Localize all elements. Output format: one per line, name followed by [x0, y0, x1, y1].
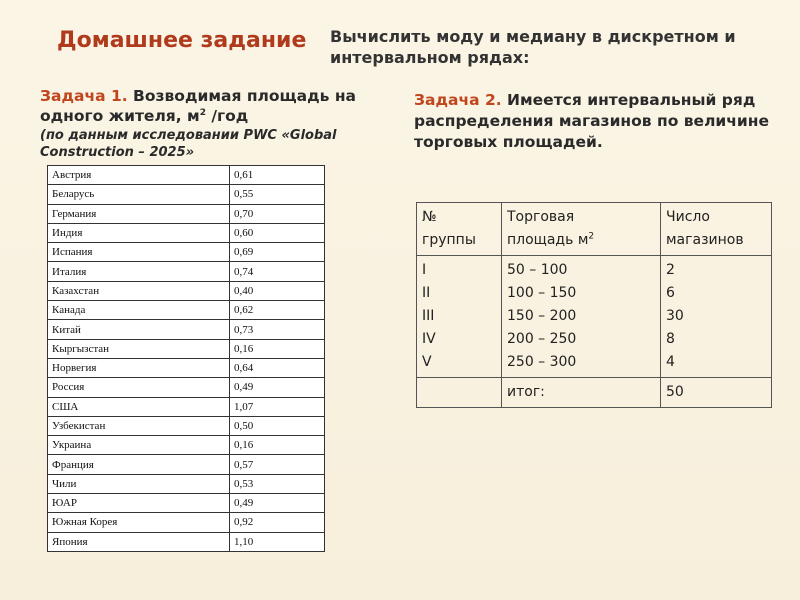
group-value: V — [422, 354, 432, 370]
country-row — [48, 397, 325, 416]
shops-total-row — [417, 378, 772, 408]
task1-text: Возводимая площадь на одного жителя, м — [40, 87, 357, 125]
country-value: 0,40 — [230, 281, 325, 300]
country-name: Япония — [48, 532, 230, 551]
country-row — [48, 339, 325, 358]
shops-table — [416, 202, 772, 408]
country-value: 0,61 — [230, 166, 325, 185]
task1-label: Задача 1. — [40, 87, 128, 105]
country-value: 0,70 — [230, 204, 325, 223]
country-name: Узбекистан — [48, 416, 230, 435]
country-name: Норвегия — [48, 358, 230, 377]
task1-heading — [40, 86, 400, 161]
country-name: Казахстан — [48, 281, 230, 300]
areas-cell — [502, 256, 661, 378]
country-name: Украина — [48, 436, 230, 455]
country-value: 0,55 — [230, 185, 325, 204]
country-value: 0,92 — [230, 513, 325, 532]
country-value: 0,16 — [230, 436, 325, 455]
country-row — [48, 358, 325, 377]
total-label: итог: — [502, 378, 661, 408]
task2-label: Задача 2. — [414, 91, 502, 109]
countries-table — [47, 165, 325, 552]
country-row — [48, 281, 325, 300]
assignment-subtitle: Вычислить моду и медиану в дискретном и интервальном рядах: — [330, 27, 736, 67]
country-name: Китай — [48, 320, 230, 339]
header-group: № группы — [417, 203, 502, 256]
task2-heading — [414, 90, 784, 153]
country-value: 0,73 — [230, 320, 325, 339]
country-name: Чили — [48, 474, 230, 493]
task1-source: (по данным исследовании PWC «Global Construction – 2025» — [40, 128, 337, 160]
area-value: 50 – 100 — [507, 262, 568, 278]
header-count: Число магазинов — [661, 203, 772, 256]
country-name: США — [48, 397, 230, 416]
area-value: 150 – 200 — [507, 308, 577, 324]
area-value: 250 – 300 — [507, 354, 577, 370]
country-row — [48, 262, 325, 281]
page-title: Домашнее задание — [57, 28, 307, 53]
count-value: 4 — [666, 354, 675, 370]
country-row — [48, 494, 325, 513]
area-value: 100 – 150 — [507, 285, 577, 301]
country-name: Италия — [48, 262, 230, 281]
country-value: 0,53 — [230, 474, 325, 493]
country-row — [48, 378, 325, 397]
country-row — [48, 185, 325, 204]
country-value: 0,62 — [230, 301, 325, 320]
groups-cell — [417, 256, 502, 378]
country-row — [48, 532, 325, 551]
counts-cell — [661, 256, 772, 378]
group-value: I — [422, 262, 427, 278]
country-value: 0,49 — [230, 494, 325, 513]
area-value: 200 – 250 — [507, 331, 577, 347]
country-value: 0,49 — [230, 378, 325, 397]
country-name: Кыргызстан — [48, 339, 230, 358]
shops-data-row — [417, 256, 772, 378]
count-value: 6 — [666, 285, 675, 301]
country-name: Россия — [48, 378, 230, 397]
country-value: 0,57 — [230, 455, 325, 474]
country-name: Франция — [48, 455, 230, 474]
count-value: 8 — [666, 331, 675, 347]
country-name: Австрия — [48, 166, 230, 185]
shops-header-row — [417, 203, 772, 256]
count-value: 2 — [666, 262, 675, 278]
country-row — [48, 513, 325, 532]
country-name: Германия — [48, 204, 230, 223]
country-value: 0,69 — [230, 243, 325, 262]
header-area: Торговая площадь $м^2$ — [502, 203, 661, 256]
country-name: Канада — [48, 301, 230, 320]
country-name: ЮАР — [48, 494, 230, 513]
country-name: Южная Корея — [48, 513, 230, 532]
country-row — [48, 223, 325, 242]
country-value: 1,07 — [230, 397, 325, 416]
country-value: 0,16 — [230, 339, 325, 358]
country-row — [48, 320, 325, 339]
task1-unit: /год — [205, 107, 249, 125]
group-value: III — [422, 308, 435, 324]
country-value: 0,60 — [230, 223, 325, 242]
country-row — [48, 301, 325, 320]
country-name: Испания — [48, 243, 230, 262]
total-empty-cell — [417, 378, 502, 408]
group-value: II — [422, 285, 431, 301]
task2-text: Имеется интервальный ряд распределения магазинов по величине торговых площадей. — [414, 91, 770, 151]
country-name: Беларусь — [48, 185, 230, 204]
country-row — [48, 436, 325, 455]
country-row — [48, 474, 325, 493]
total-value: 50 — [661, 378, 772, 408]
group-value: IV — [422, 331, 436, 347]
country-name: Индия — [48, 223, 230, 242]
country-value: 0,74 — [230, 262, 325, 281]
country-row — [48, 243, 325, 262]
country-row — [48, 416, 325, 435]
country-row — [48, 204, 325, 223]
task1-unit-sup: 2 — [199, 107, 206, 118]
country-row — [48, 166, 325, 185]
country-value: 0,50 — [230, 416, 325, 435]
country-value: 1,10 — [230, 532, 325, 551]
country-value: 0,64 — [230, 358, 325, 377]
country-row — [48, 455, 325, 474]
count-value: 30 — [666, 308, 684, 324]
